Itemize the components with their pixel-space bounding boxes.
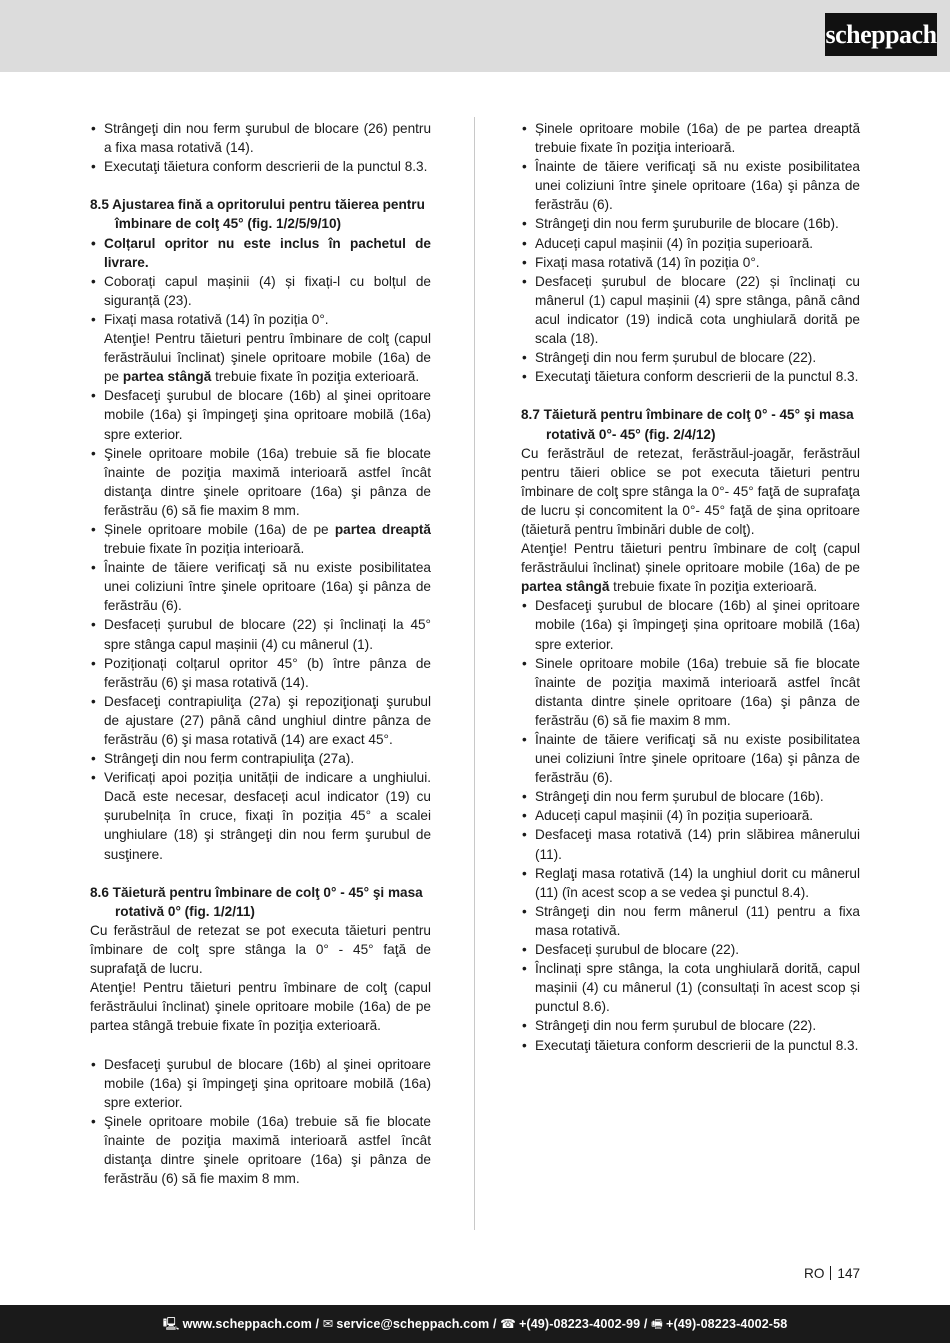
list-item: • Strângeţi din nou ferm şurubul de blocare (26) pentru a fixa masa rotativă (14). xyxy=(90,119,431,157)
page-number xyxy=(804,1265,860,1283)
envelope-icon: ✉ xyxy=(322,1317,334,1331)
list-item: • Fixați masa rotativă (14) în poziția 0°. xyxy=(90,310,431,329)
list-item: • Executaţi tăietura conform descrierii de la punctul 8.3. xyxy=(521,367,860,386)
section-heading-8-7: 8.7 Tăietură pentru îmbinare de colţ 0° - 45° şi masa rotativă 0°- 45° (fig. 2/4/12) xyxy=(521,407,854,442)
left-column xyxy=(90,119,431,1188)
list-item: • Şinele opritoare mobile (16a) trebuie să fie blocate înainte de poziţia maximă interioară astfel încât distanţa dintre şinele opritoare (16a) şi pânza de ferăstrău (6) să fie maxim 8 mm. xyxy=(90,1112,431,1188)
list-item: • Poziționați colțarul opritor 45° (b) între pânza de ferăstrău (6) şi masa rotativă (14). xyxy=(90,654,431,692)
warning-paragraph: Atenţie! Pentru tăieturi pentru îmbinare de colţ (capul ferăstrăului înclinat) șinele opritoare mobile (16a) de pe partea stângă trebuie fixate în poziţia exterioară. xyxy=(521,541,860,595)
list-item: • Colțarul opritor nu este inclus în pachetul de livrare. xyxy=(90,234,431,272)
section-heading-8-5: 8.5 Ajustarea fină a opritorului pentru tăierea pentru îmbinare de colţ 45° (fig. 1/2/5/9/10) xyxy=(90,197,425,232)
list-item: • Strângeţi din nou ferm șurubul de blocare (22). xyxy=(521,1016,860,1035)
page-number-value: 147 xyxy=(837,1266,861,1281)
list-item: • Înainte de tăiere verificaţi să nu existe posibilitatea unei coliziuni între şinele opritoare (16a) şi pânza de ferăstrău (6). xyxy=(521,730,860,787)
list-item: • Desfaceţi şurubul de blocare (16b) al şinei opritoare mobile (16a) şi împingeţi şina opritoare mobilă (16a) spre exterior. xyxy=(90,1055,431,1112)
footer-contact-bar: 🖳 www.scheppach.com / ✉ service@scheppach.com / ☎ +(49)-08223-4002-99 / 🖷 +(49)-08223-4002-58 xyxy=(0,1305,950,1343)
body-paragraph: Cu ferăstrăul de retezat se pot executa tăieturi pentru îmbinare de colţ spre stânga la 0° - 45° faţă de suprafaţă de lucru. xyxy=(90,922,431,977)
list-item: • Desfaceţi şurubul de blocare (16b) al şinei opritoare mobile (16a) şi împingeţi şina opritoare mobilă (16a) spre exterior. xyxy=(90,386,431,443)
list-item: • Coborați capul mașinii (4) și fixați-l cu bolțul de siguranță (23). xyxy=(90,272,431,310)
list-item: • Desfaceți șurubul de blocare (22). xyxy=(521,940,860,959)
phone-icon: ☎ xyxy=(500,1317,516,1331)
list-item: • Desfaceţi şurubul de blocare (16b) al şinei opritoare mobile (16a) şi împingeţi șina opritoare mobilă (16a) spre exterior. xyxy=(521,596,860,653)
list-item: • Înainte de tăiere verificaţi să nu existe posibilitatea unei coliziuni între şinele opritoare (16a) şi pânza de ferăstrău (6). xyxy=(90,558,431,615)
list-item: • Strângeţi din nou ferm contrapiuliţa (27a). xyxy=(90,749,431,768)
list-item: • Strângeţi din nou ferm șurubul de blocare (22). xyxy=(521,348,860,367)
list-item: • Strângeţi din nou ferm şuruburile de blocare (16b). xyxy=(521,214,860,233)
page-number-separator xyxy=(830,1266,831,1280)
footer-fax: +(49)-08223-4002-58 xyxy=(666,1317,788,1331)
footer-email[interactable]: service@scheppach.com xyxy=(336,1317,490,1331)
list-item: • Înclinați spre stânga, la cota unghiulară dorită, capul mașinii (4) cu mânerul (1) (consultați în acest scop și punctul 8.6). xyxy=(521,959,860,1016)
warning-paragraph: Atenţie! Pentru tăieturi pentru îmbinare de colţ (capul ferăstrăului înclinat) şinele opritoare mobile (16a) de pe partea stângă trebuie fixate în poziţia exterioară. xyxy=(90,980,431,1034)
body-paragraph: Cu ferăstrăul de retezat, ferăstrăul-joagăr, ferăstrăul pentru tăieri oblice se pot executa tăieturi pentru îmbinare de colţ spre stânga la 0°- 45° faţă de suprafaţa de lucru și concomitent la 0°- 45° faţă de şina opritoare (tăietură pentru îmbinări duble de colţ). xyxy=(521,445,860,537)
section-heading-8-6: 8.6 Tăietură pentru îmbinare de colţ 0° - 45° şi masa rotativă 0° (fig. 1/2/11) xyxy=(90,884,423,919)
language-code: RO xyxy=(804,1266,825,1281)
computer-icon: 🖳 xyxy=(162,1317,180,1331)
list-item: • Reglaţi masa rotativă (14) la unghiul dorit cu mânerul (11) (în acest scop a se vedea şi punctul 8.4). xyxy=(521,864,860,902)
list-item: • Aduceți capul mașinii (4) în poziția superioară. xyxy=(521,234,860,253)
list-item: • Executaţi tăietura conform descrierii de la punctul 8.3. xyxy=(521,1036,860,1055)
fax-icon: 🖷 xyxy=(651,1317,664,1331)
list-item: • Aduceți capul mașinii (4) în poziția superioară. xyxy=(521,806,860,825)
list-item: • Strângeţi din nou ferm șurubul de blocare (16b). xyxy=(521,787,860,806)
list-item: • Fixați masa rotativă (14) în poziția 0°. xyxy=(521,253,860,272)
list-item: • Desfaceți șurubul de blocare (22) și înclinați cu mânerul (1) capul mașinii (4) spre stânga, până când acul indicator (19) indică cota unghiulară dorită pe scala (18). xyxy=(521,272,860,348)
list-item: • Desfaceţi contrapiuliţa (27a) şi repoziţionaţi şurubul de ajustare (27) până când unghiul dintre pânza de ferăstrău (6) şi masa rotativă (14) are exact 45°. xyxy=(90,692,431,749)
list-item: • Desfaceţi masa rotativă (14) prin slăbirea mânerului (11). xyxy=(521,825,860,863)
warning-paragraph: Atenţie! Pentru tăieturi pentru îmbinare de colţ (capul ferăstrăului înclinat) şinele opritoare mobile (16a) de pe partea stângă trebuie fixate în poziţia exterioară. xyxy=(104,331,431,385)
column-divider xyxy=(474,117,475,1230)
footer-phone: +(49)-08223-4002-99 xyxy=(518,1317,641,1331)
list-item: • Şinele opritoare mobile (16a) trebuie să fie blocate înainte de poziţia maximă interioară astfel încât distanţa dintre şinele opritoare (16a) şi pânza de ferăstrău (6) să fie maxim 8 mm. xyxy=(90,444,431,520)
list-item: • Șinele opritoare mobile (16a) de pe partea dreaptă trebuie fixate în poziţia interioară. xyxy=(521,119,860,157)
list-item: • Executaţi tăietura conform descrierii de la punctul 8.3. xyxy=(90,157,431,176)
list-item: • Desfaceți șurubul de blocare (22) și înclinați la 45° spre stânga capul mașinii (4) cu mânerul (1). xyxy=(90,615,431,653)
list-item: • Înainte de tăiere verificaţi să nu existe posibilitatea unei coliziuni între şinele opritoare (16a) şi pânza de ferăstrău (6). xyxy=(521,157,860,214)
list-item: • Sinele opritoare mobile (16a) trebuie să fie blocate înainte de poziţia maximă interioară astfel încât distanta dintre șinele opritoare (16a) şi pânza de ferăstrău (6) să fie maxim 8 mm. xyxy=(521,654,860,730)
list-item: • Strângeţi din nou ferm mânerul (11) pentru a fixa masa rotativă. xyxy=(521,902,860,940)
scheppach-logo: scheppach xyxy=(825,13,937,56)
right-column xyxy=(521,119,860,1055)
list-item: • Verificați apoi poziția unității de indicare a unghiului. Dacă este necesar, desfaceți acul indicator (19) cu șurubelnița în cruce, fixați în poziția 45° a scalei unghiulare (18) şi strângeţi din nou ferm şurubul de susţinere. xyxy=(90,768,431,863)
header-band xyxy=(0,0,950,72)
list-item: • Șinele opritoare mobile (16a) de pe partea dreaptă trebuie fixate în poziția interioară. xyxy=(90,520,431,558)
footer-website[interactable]: www.scheppach.com xyxy=(182,1317,312,1331)
